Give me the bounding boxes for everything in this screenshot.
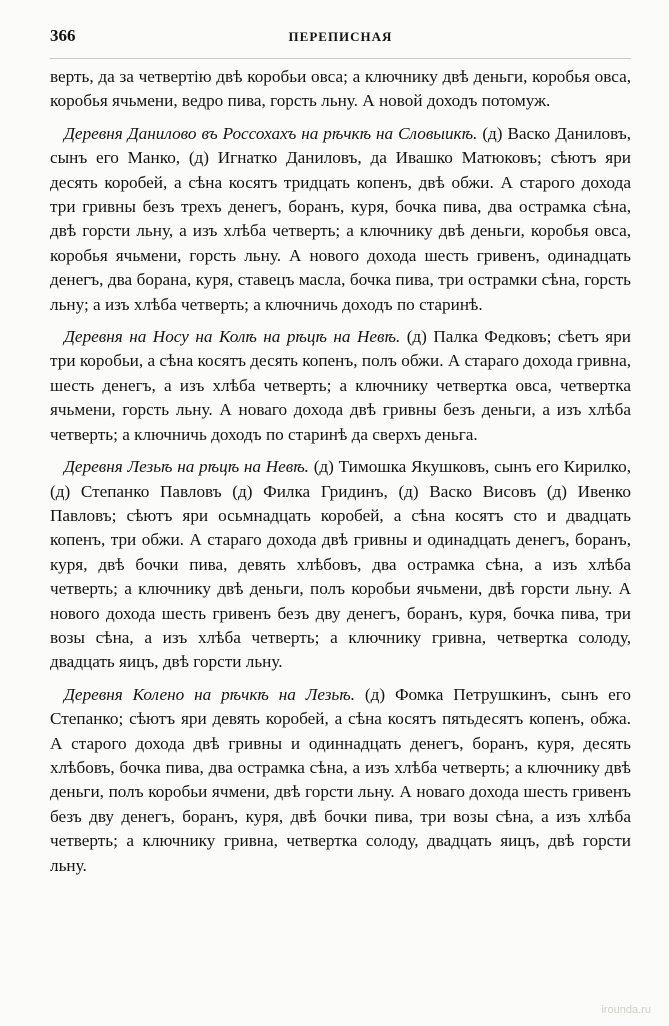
page-header	[50, 26, 631, 59]
paragraph-text: верть, да за четвертію двѣ коробьи овса; а ключнику двѣ деньги, коробья овса, коробья ячьмени, ведро пива, горсть льну. А новой доходъ потомуж.	[50, 67, 631, 111]
paragraph-continuation	[50, 65, 631, 114]
paragraph-village-lezi	[50, 455, 631, 675]
paragraph-village-koleno	[50, 683, 631, 878]
paragraph-text: (д) Палка Федковъ; сѣетъ яри три коробьи, а сѣна косятъ десять копенъ, полъ обжи. А стараго дохода гривна, шесть денегъ, а изъ хлѣба четверть; а ключнику четвертка овса, четвертка ячьмени, горсть льну. А новаго дохода двѣ гривны безъ деньги, а изъ хлѣба четверть; а ключничь доходъ по старинѣ да сверхъ деньга.	[50, 327, 632, 444]
paragraph-village-nosu	[50, 325, 631, 447]
paragraph-text: (д) Васко Даниловъ, сынъ его Манко, (д) Игнатко Даниловъ, да Ивашко Матюковъ; сѣютъ яри десять коробей, а сѣна косятъ тридцать копенъ, двѣ обжи. А старого дохода три гривны безъ трехъ денегъ, боранъ, куря, бочка пива, два острамка сѣна, двѣ горсти льну, а изъ хлѣба четверть; а ключнику двѣ деньги, коробья овса, коробья ячьмени, горсть льну. А нового дохода шесть гривенъ, одинадцать денегъ, два борана, куря, ставецъ масла, бочка пива, три острамки сѣна, горсть льну; а изъ хлѣба четверть; а ключничь доходъ по старинѣ.	[50, 123, 632, 314]
watermark: irounda.ru	[601, 1004, 651, 1016]
page-number: 366	[50, 26, 76, 45]
paragraph-village-danilovo	[50, 122, 631, 317]
village-name: Деревня Данилово въ Россохахъ на рѣчкѣ на Словыикѣ.	[64, 123, 478, 143]
paragraph-text: (д) Фомка Петрушкинъ, сынъ его Степанко; сѣютъ яри девять коробей, а сѣна косятъ пятьдесятъ копенъ, обжа. А старого дохода двѣ гривны и одиннадцать денегъ, боранъ, куря, десять хлѣбовъ, бочка пива, два острамка сѣна, а изъ хлѣба четверть; а ключнику двѣ деньги, полъ коробьи ячмени, двѣ горсти льну. А новаго дохода шесть гривенъ безъ дву денегъ, боранъ, куря, двѣ бочки пива, три возы сѣна, а изъ хлѣба четверть; а ключнику гривна, четвертка солоду, двадцать яицъ, двѣ горсти льну.	[50, 684, 631, 875]
village-name: Деревня Колено на рѣчкѣ на Лезьѣ.	[64, 684, 356, 704]
village-name: Деревня Лезьѣ на рѣцѣ на Невѣ.	[64, 457, 309, 477]
village-name: Деревня на Носу на Колѣ на рѣцѣ на Невѣ.	[64, 327, 401, 347]
running-title: ПЕРЕПИСНАЯ	[288, 29, 393, 44]
paragraph-text: (д) Тимошка Якушковъ, сынъ его Кирилко, (д) Степанко Павловъ (д) Филка Гридинъ, (д) Васко Висовъ (д) Ивенко Павловъ; сѣютъ яри осьмнадцать коробей, а сѣна косятъ сто и двадцать копенъ, три обжи. А стараго дохода двѣ гривны и одинадцать денегъ, боранъ, куря, двѣ бочки пива, девять хлѣбовъ, два острамка сѣна, а изъ хлѣба четверть; а ключнику двѣ деньги, полъ коробьи ячьмени, двѣ горсти льну. А нового дохода шесть гривенъ безъ дву денегъ, боранъ, куря, бочка пива, три возы сѣна, а изъ хлѣба четверть; а ключнику гривна, четвертка солоду, двадцать яицъ, двѣ горсти льну.	[50, 457, 631, 672]
